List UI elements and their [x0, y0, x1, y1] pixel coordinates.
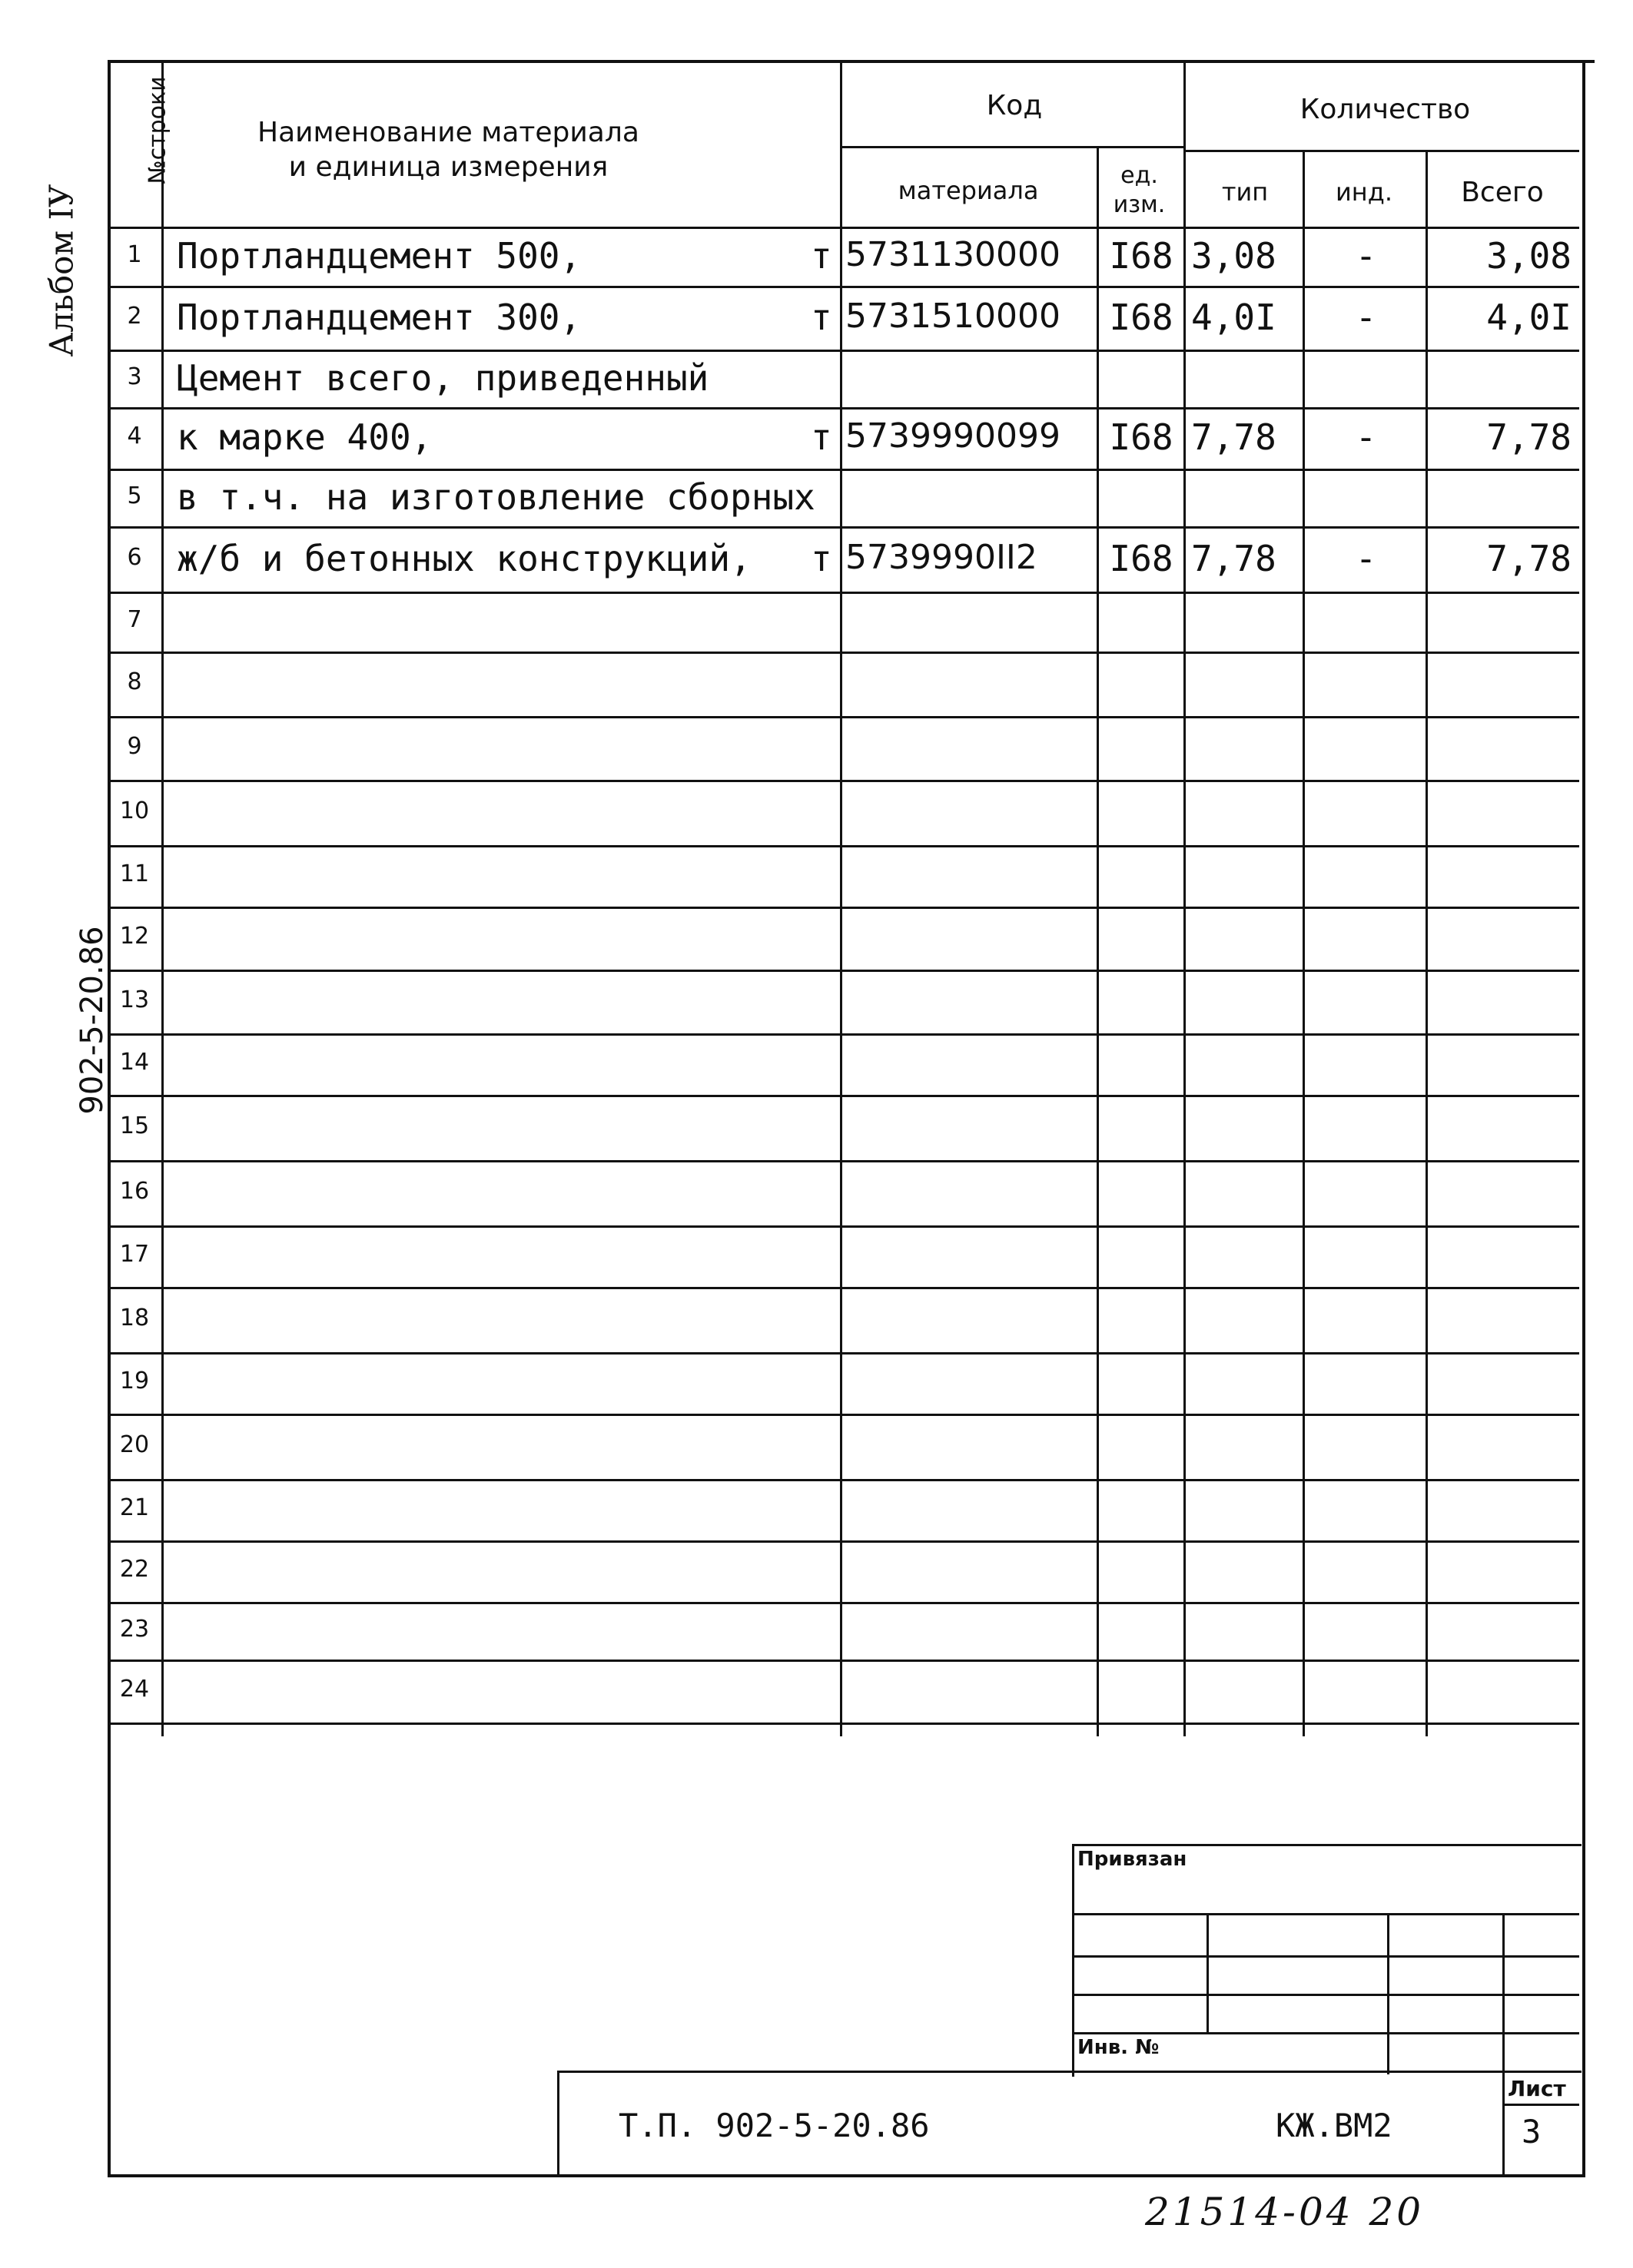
- qty-type: 4,0I: [1191, 296, 1276, 338]
- row-number: 7: [127, 606, 142, 633]
- row-line: [108, 1225, 1579, 1228]
- col-line: [1303, 150, 1305, 1736]
- material-code: 5739990099: [845, 416, 1060, 456]
- material-code: 5739990II2: [845, 537, 1037, 577]
- row-number: 15: [119, 1112, 150, 1139]
- row-number: 17: [119, 1241, 150, 1268]
- row-number: 12: [119, 923, 150, 950]
- material-name: к марке 400,: [177, 416, 433, 458]
- row-number: 10: [119, 797, 150, 824]
- sheet-number: 3: [1522, 2113, 1542, 2150]
- row-line: [108, 1160, 1579, 1162]
- table-bottom: [108, 1723, 1579, 1725]
- row-line: [108, 970, 1579, 972]
- row-line: [108, 1287, 1579, 1289]
- row-line: [108, 780, 1579, 782]
- qty-total: 7,78: [1486, 537, 1572, 579]
- qty-type: 7,78: [1191, 537, 1276, 579]
- row-line: [108, 469, 1579, 471]
- unit-code-header: ед. изм.: [1113, 162, 1166, 218]
- unit-code: I68: [1109, 416, 1173, 458]
- col-line: [161, 61, 164, 1736]
- stamp-title: Т.П. 902-5-20.86: [619, 2107, 930, 2144]
- unit-code: I68: [1109, 234, 1173, 277]
- row-number: 19: [119, 1368, 150, 1394]
- material-code: 5731130000: [845, 234, 1060, 274]
- sheet-line: [1502, 2104, 1579, 2106]
- row-line: [108, 907, 1579, 909]
- quantity-header: Количество: [1299, 94, 1471, 125]
- col-line: [1097, 146, 1099, 1736]
- row-line: [108, 1414, 1579, 1416]
- unit-code: I68: [1109, 537, 1173, 579]
- unit-code: I68: [1109, 296, 1173, 338]
- row-line: [108, 286, 1579, 288]
- row-line: [108, 1033, 1579, 1036]
- code-header: Код: [986, 90, 1043, 121]
- inventory-label: Инв. №: [1077, 2036, 1160, 2059]
- qty-ind: -: [1355, 234, 1377, 277]
- row-number: 9: [127, 732, 142, 760]
- qty-type: 7,78: [1191, 416, 1276, 458]
- material-unit: т: [811, 537, 832, 579]
- material-name: ж/б и бетонных конструкций,: [177, 537, 752, 579]
- row-number: 23: [119, 1615, 150, 1643]
- bound-label: Привязан: [1077, 1848, 1187, 1871]
- row-line: [108, 1540, 1579, 1543]
- row-number: 2: [127, 302, 142, 330]
- row-line: [108, 1352, 1579, 1354]
- row-number: 24: [119, 1676, 150, 1703]
- qty-ind: -: [1355, 296, 1377, 338]
- handwritten-number: 21514-04 20: [1145, 2190, 1425, 2234]
- sheet-label: Лист: [1508, 2076, 1566, 2101]
- col-line: [1183, 61, 1186, 1736]
- project-code-margin: 902-5-20.86: [75, 926, 110, 1115]
- document-code: КЖ.ВМ2: [1276, 2107, 1392, 2144]
- row-number: 5: [127, 482, 142, 509]
- col-line: [840, 61, 842, 1736]
- row-number: 16: [119, 1177, 150, 1205]
- col-line: [1426, 150, 1428, 1736]
- material-name: Цемент всего, приведенный: [177, 356, 709, 399]
- row-line: [108, 407, 1579, 410]
- stamp-col: [1206, 1913, 1209, 2032]
- header-divider: [1183, 150, 1579, 152]
- total-header: Всего: [1461, 176, 1544, 208]
- row-number: 21: [119, 1494, 150, 1521]
- qty-ind: -: [1355, 416, 1377, 458]
- row-line: [108, 652, 1579, 654]
- qty-total: 3,08: [1486, 234, 1572, 277]
- row-number: 20: [119, 1431, 150, 1458]
- qty-ind: -: [1355, 537, 1377, 579]
- row-line: [108, 1602, 1579, 1604]
- material-unit: т: [811, 296, 832, 338]
- row-number: 1: [127, 240, 142, 268]
- material-unit: т: [811, 416, 832, 458]
- row-line: [108, 1095, 1579, 1097]
- stamp-col: [1387, 1913, 1389, 2074]
- row-number: 13: [119, 986, 150, 1013]
- row-line: [108, 592, 1579, 594]
- row-number: 3: [127, 363, 142, 390]
- qty-total: 7,78: [1486, 416, 1572, 458]
- row-number: 8: [127, 668, 142, 695]
- row-number: 22: [119, 1556, 150, 1583]
- row-number: 14: [119, 1049, 150, 1076]
- row-number: 18: [119, 1304, 150, 1331]
- header-divider: [840, 146, 1183, 148]
- row-number-header: №строки: [144, 76, 171, 184]
- material-code-header: материала: [898, 175, 1039, 205]
- row-number: 4: [127, 423, 142, 449]
- row-line: [108, 350, 1579, 352]
- name-header: Наименование материала и единица измерения: [257, 117, 639, 183]
- material-code: 5731510000: [845, 296, 1060, 336]
- row-number: 11: [119, 860, 150, 887]
- album-label: Альбом IУ: [42, 184, 81, 357]
- material-name: Портландцемент 500,: [177, 234, 582, 277]
- row-line: [108, 1660, 1579, 1662]
- row-number: 6: [127, 543, 142, 571]
- row-line: [108, 716, 1579, 718]
- ind-header: инд.: [1335, 177, 1392, 207]
- row-line: [108, 1479, 1579, 1481]
- qty-total: 4,0I: [1486, 296, 1572, 338]
- row-line: [108, 526, 1579, 529]
- material-name: в т.ч. на изготовление сборных: [177, 476, 815, 518]
- qty-type: 3,08: [1191, 234, 1276, 277]
- type-header: тип: [1221, 177, 1269, 207]
- material-name: Портландцемент 300,: [177, 296, 582, 338]
- row-line: [108, 845, 1579, 847]
- material-unit: т: [811, 234, 832, 277]
- header-bottom: [108, 227, 1579, 229]
